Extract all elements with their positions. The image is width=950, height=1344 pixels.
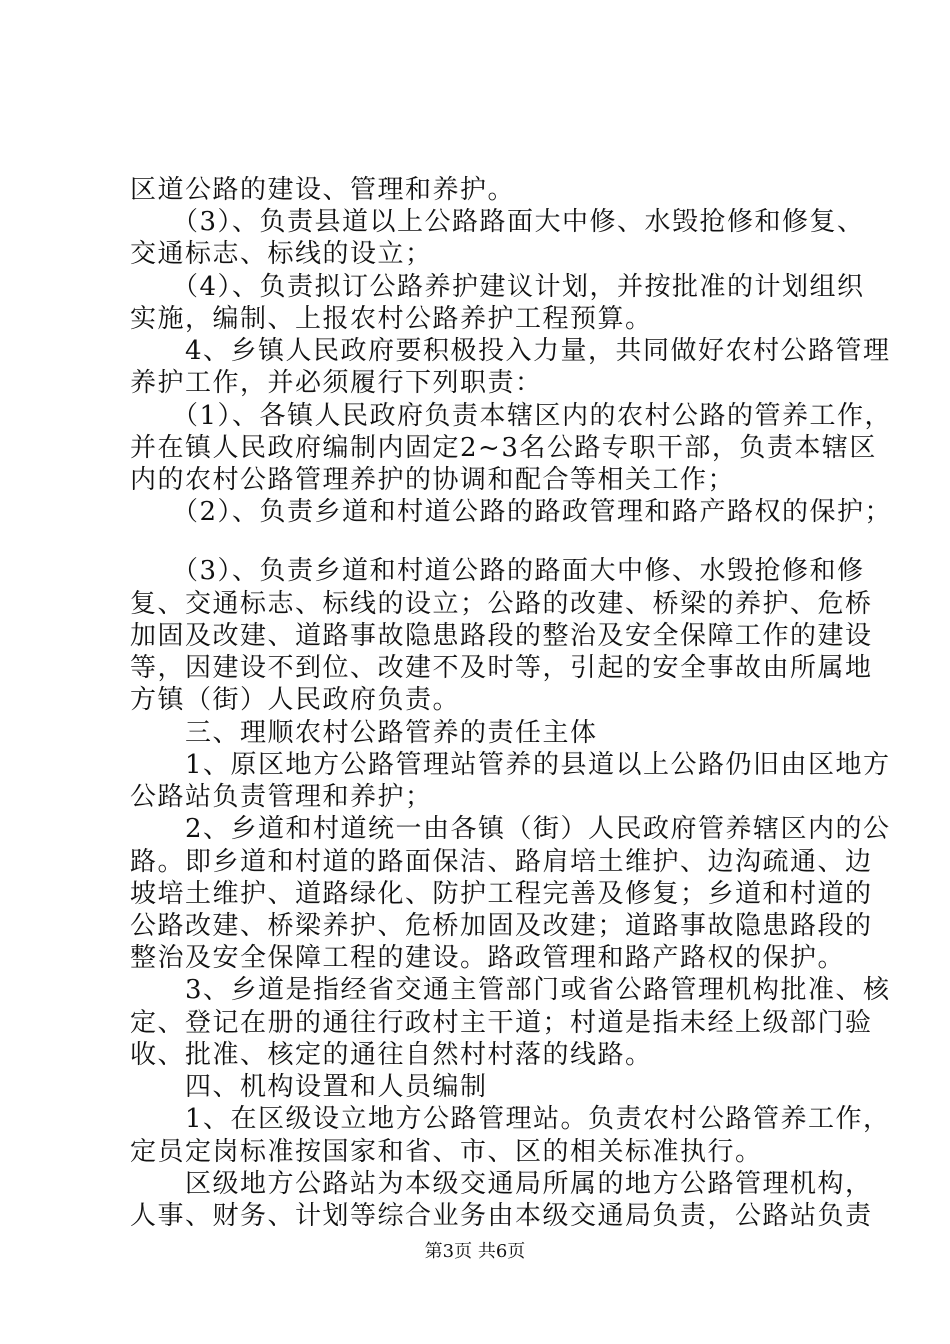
text-line: 复、交通标志、标线的设立；公路的改建、桥梁的养护、危桥 (130, 589, 873, 619)
text-line: 4、乡镇人民政府要积极投入力量，共同做好农村公路管理 (130, 336, 891, 366)
text-line: 定、登记在册的通往行政村主干道；村道是指未经上级部门验 (130, 1008, 873, 1038)
text-line: 区道公路的建设、管理和养护。 (130, 175, 516, 205)
text-line: 加固及改建、道路事故隐患路段的整治及安全保障工作的建设 (130, 621, 873, 651)
text-line: 1、原区地方公路管理站管养的县道以上公路仍旧由区地方 (130, 750, 891, 780)
text-line: （1）、各镇人民政府负责本辖区内的农村公路的管养工作， (130, 401, 893, 431)
text-line: （4）、负责拟订公路养护建议计划，并按批准的计划组织 (130, 272, 865, 302)
text-line: 坡培土维护、道路绿化、防护工程完善及修复；乡道和村道的 (130, 879, 873, 909)
section-heading: 四、机构设置和人员编制 (130, 1072, 488, 1102)
text-line: （3）、负责县道以上公路路面大中修、水毁抢修和修复、 (130, 207, 865, 237)
section-heading: 三、理顺农村公路管养的责任主体 (130, 718, 598, 748)
text-line: 方镇（街）人民政府负责。 (130, 685, 461, 715)
text-line: 定员定岗标准按国家和省、市、区的相关标准执行。 (130, 1137, 763, 1167)
text-line: 交通标志、标线的设立； (130, 239, 433, 269)
text-line: （3）、负责乡道和村道公路的路面大中修、水毁抢修和修 (130, 556, 865, 586)
text-line: 2、乡道和村道统一由各镇（街）人民政府管养辖区内的公 (130, 814, 891, 844)
text-line: 公路改建、桥梁养护、危桥加固及改建；道路事故隐患路段的 (130, 911, 873, 941)
text-line: 内的农村公路管理养护的协调和配合等相关工作； (130, 465, 736, 495)
text-line: 并在镇人民政府编制内固定2~3名公路专职干部，负责本辖区 (130, 433, 877, 463)
text-line: 公路站负责管理和养护； (130, 782, 433, 812)
text-line: （2）、负责乡道和村道公路的路政管理和路产路权的保护； (130, 497, 893, 527)
text-line: 整治及安全保障工程的建设。路政管理和路产路权的保护。 (130, 943, 846, 973)
text-line: 人事、财务、计划等综合业务由本级交通局负责，公路站负责 (130, 1201, 873, 1231)
text-line: 等，因建设不到位、改建不及时等，引起的安全事故由所属地 (130, 653, 873, 683)
text-line: 实施，编制、上报农村公路养护工程预算。 (130, 304, 653, 334)
text-line: 收、批准、核定的通往自然村村落的线路。 (130, 1040, 653, 1070)
text-line: 区级地方公路站为本级交通局所属的地方公路管理机构， (130, 1169, 873, 1199)
text-line: 养护工作，并必须履行下列职责： (130, 368, 543, 398)
text-line: 路。即乡道和村道的路面保洁、路肩培土维护、边沟疏通、边 (130, 847, 873, 877)
text-line: 3、乡道是指经省交通主管部门或省公路管理机构批准、核 (130, 975, 891, 1005)
page-footer: 第3页 共6页 (424, 1241, 526, 1262)
text-line: 1、在区级设立地方公路管理站。负责农村公路管养工作， (130, 1104, 891, 1134)
